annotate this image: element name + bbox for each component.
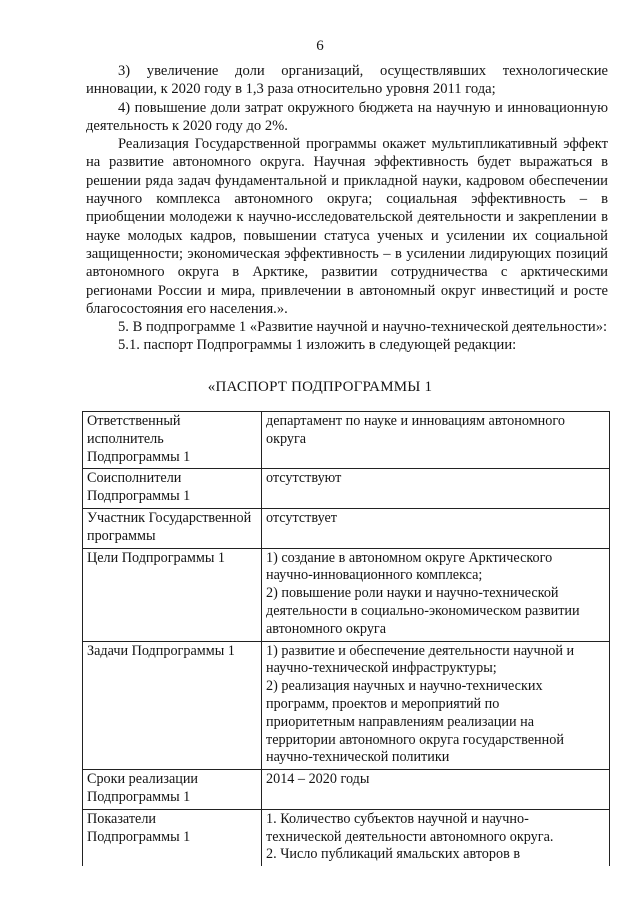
cell-line: округа [266,430,307,447]
table-row [83,641,610,770]
cell-line: 2014 – 2020 годы [266,771,370,788]
cell-line: Сроки реализации [87,771,199,788]
cell-line: автономного округа [266,620,387,637]
cell-line: исполнитель [87,430,164,447]
table-cell-value [262,469,610,509]
cell-line: Подпрограммы 1 [87,488,191,505]
cell-line: программы [87,527,156,544]
passport-table [82,411,610,866]
table-cell-value [262,548,610,641]
paragraph-subprogram-5: 5. В подпрограмме 1 «Развитие научной и научно-технической деятельности»: [118,319,608,336]
paragraph-subprogram-5-1: 5.1. паспорт Подпрограммы 1 изложить в следующей редакции: [118,337,517,354]
cell-line: научно-технической политики [266,749,450,766]
table-cell-value [262,770,610,810]
cell-line: Участник Государственной [87,509,252,526]
table-row [83,412,610,469]
cell-line: Ответственный [87,413,181,429]
cell-line: деятельности в социально-экономическом развитии [266,602,580,619]
cell-line: 2. Число публикаций ямальских авторов в [266,846,521,863]
cell-line: 1) развитие и обеспечение деятельности научной и [266,642,575,659]
table-row [83,548,610,641]
cell-line: территории автономного округа государственной [266,731,564,748]
cell-line: 2) повышение роли науки и научно-технической [266,585,559,602]
cell-line: научно-технической инфраструктуры; [266,660,497,677]
cell-line: приоритетным направлениям реализации на [266,713,534,730]
cell-line: Показатели [87,810,157,827]
cell-line: Подпрограммы 1 [87,828,191,845]
table-row [83,809,610,866]
cell-line: 1. Количество субъектов научной и научно- [266,810,529,827]
cell-line: технической деятельности автономного округа. [266,828,554,845]
table-cell-value [262,508,610,548]
table-cell-label [83,548,262,641]
cell-line: Цели Подпрограммы 1 [87,549,226,566]
paragraph-effects: Реализация Государственной программы окажет мультипликативный эффект на развитие автономного округа. Научная эффективность будет выражаться в решении ряда задач фундаментальной и прикладной науки, кадровом обеспечении научного комплекса автономного округа; социальная эффективность – в приобщении молодежи к научно-исследовательской деятельности и закреплении в науке молодых кадров, повышении статуса ученых и усилении их социальной защищенности; экономическая эффективность – в усилении лидирующих позиций автономного округа в Арктике, развитии сотрудничества с арктическими регионами России и мира, привлечении в автономный округ инвестиций и росте благосостояния его населения.». [86,136,608,317]
table-cell-label [83,809,262,866]
table-row [83,469,610,509]
cell-line: программ, проектов и мероприятий по [266,695,500,712]
page-number: 6 [316,38,324,54]
cell-line: Подпрограммы 1 [87,788,191,805]
table-cell-value [262,641,610,770]
paragraph-item-4: 4) повышение доли затрат окружного бюджета на научную и инновационную деятельность к 2020 году до 2%. [86,99,608,134]
cell-line: отсутствуют [266,470,342,487]
table-cell-value [262,809,610,866]
table-cell-label [83,469,262,509]
cell-line: департамент по науке и инновациям автономного [266,413,565,429]
cell-line: Соисполнители [87,470,182,487]
table-row [83,770,610,810]
table-row [83,508,610,548]
body-text [86,62,608,355]
cell-line: 1) создание в автономном округе Арктического [266,549,553,566]
table-cell-label [83,770,262,810]
cell-line: 2) реализация научных и научно-технических [266,678,543,695]
table-cell-label [83,508,262,548]
cell-line: Задачи Подпрограммы 1 [87,642,235,659]
paragraph-item-3: 3) увеличение доли организаций, осуществлявших технологические инновации, к 2020 году в 1,3 раза относительно уровня 2011 года; [86,63,608,98]
table-cell-label [83,641,262,770]
passport-title: «ПАСПОРТ ПОДПРОГРАММЫ 1 [207,379,433,395]
table-cell-label [83,412,262,469]
cell-line: отсутствует [266,509,337,526]
cell-line: Подпрограммы 1 [87,448,191,465]
cell-line: научно-инновационного комплекса; [266,567,483,584]
table-cell-value [262,412,610,469]
